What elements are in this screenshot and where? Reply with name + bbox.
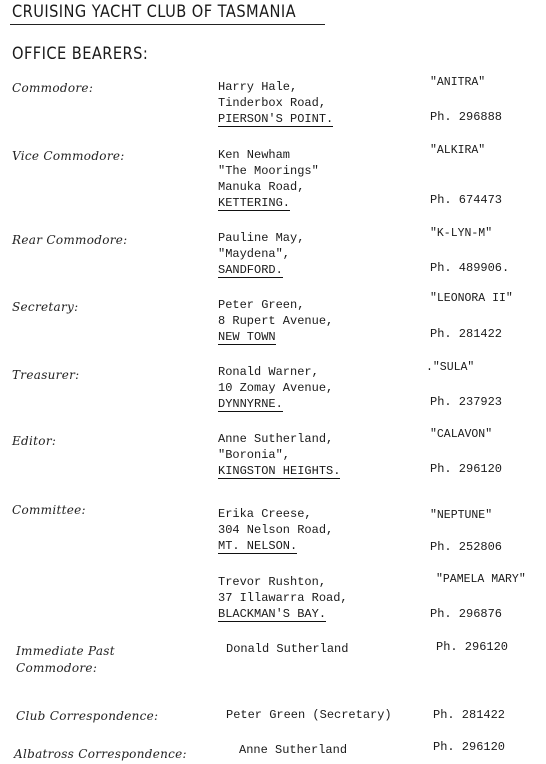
name-line: Peter Green, (218, 298, 305, 312)
boat-name-secretary: "LEONORA II" (430, 292, 513, 305)
person-committee-2 (218, 574, 348, 622)
phone-committee-1: Ph. 252806 (430, 540, 503, 554)
person-rear-commodore (218, 230, 304, 278)
locality-line: MT. NELSON. (218, 539, 298, 553)
address-line: Tinderbox Road, (218, 96, 327, 110)
phone-editor: Ph. 296120 (430, 462, 503, 476)
address-line: 37 Illawarra Road, (218, 591, 348, 605)
role-secretary: Secretary: (12, 300, 79, 314)
role-commodore: Commodore: (12, 81, 94, 95)
locality-line: NEW TOWN (218, 330, 276, 344)
locality-line: KETTERING. (218, 196, 291, 210)
locality-line: KINGSTON HEIGHTS. (218, 464, 341, 478)
house-name-line: "Maydena", (218, 247, 291, 261)
person-treasurer (218, 364, 333, 412)
phone-albatross-correspondence: Ph. 296120 (433, 740, 506, 754)
role-immediate-past-line2: Commodore: (16, 661, 98, 675)
address-line: 304 Nelson Road, (218, 523, 334, 537)
name-line: Pauline May, (218, 231, 305, 245)
role-albatross-correspondence: Albatross Correspondence: (14, 747, 187, 761)
phone-immediate-past: Ph. 296120 (436, 640, 509, 654)
address-line: Manuka Road, (218, 180, 305, 194)
boat-name-committee-2: "PAMELA MARY" (436, 573, 526, 586)
house-name-line: "Boronia", (218, 448, 291, 462)
name-line: Ken Newham (218, 148, 291, 162)
boat-name-commodore: "ANITRA" (430, 76, 486, 89)
boat-name-vice-commodore: "ALKIRA" (430, 144, 486, 157)
boat-name-editor: "CALAVON" (430, 428, 493, 441)
person-commodore (218, 79, 333, 127)
phone-vice-commodore: Ph. 674473 (430, 193, 503, 207)
section-heading: OFFICE BEARERS: (12, 44, 149, 64)
phone-secretary: Ph. 281422 (430, 327, 503, 341)
phone-committee-2: Ph. 296876 (430, 607, 503, 621)
locality-line: BLACKMAN'S BAY. (218, 607, 327, 621)
locality-line: PIERSON'S POINT. (218, 112, 334, 126)
role-club-correspondence: Club Correspondence: (16, 709, 159, 723)
title-underline (10, 24, 325, 25)
boat-name-rear-commodore: "K-LYN-M" (430, 227, 493, 240)
phone-rear-commodore: Ph. 489906. (430, 261, 510, 275)
name-line: Trevor Rushton, (218, 575, 327, 589)
boat-name-treasurer: ."SULA" (426, 361, 475, 374)
person-secretary (218, 297, 333, 345)
role-committee: Committee: (12, 503, 86, 517)
role-editor: Editor: (12, 434, 57, 448)
person-club-correspondence: Peter Green (Secretary) (226, 708, 392, 722)
phone-club-correspondence: Ph. 281422 (433, 708, 506, 722)
boat-name-committee-1: "NEPTUNE" (430, 509, 493, 522)
role-rear-commodore: Rear Commodore: (12, 233, 128, 247)
person-albatross-correspondence: Anne Sutherland (239, 743, 348, 757)
page-title: CRUISING YACHT CLUB OF TASMANIA (12, 2, 297, 22)
address-line: 10 Zomay Avenue, (218, 381, 334, 395)
role-immediate-past-line1: Immediate Past (16, 644, 115, 658)
house-name-line: "The Moorings" (218, 164, 319, 178)
phone-treasurer: Ph. 237923 (430, 395, 503, 409)
person-committee-1 (218, 506, 333, 554)
person-vice-commodore (218, 147, 319, 211)
role-treasurer: Treasurer: (12, 368, 80, 382)
phone-commodore: Ph. 296888 (430, 110, 503, 124)
role-vice-commodore: Vice Commodore: (12, 149, 125, 163)
name-line: Ronald Warner, (218, 365, 319, 379)
locality-line: DYNNYRNE. (218, 397, 283, 411)
name-line: Erika Creese, (218, 507, 312, 521)
locality-line: SANDFORD. (218, 263, 283, 277)
name-line: Harry Hale, (218, 80, 298, 94)
person-immediate-past: Donald Sutherland (226, 642, 349, 656)
address-line: 8 Rupert Avenue, (218, 314, 334, 328)
name-line: Anne Sutherland, (218, 432, 334, 446)
person-editor (218, 431, 340, 479)
